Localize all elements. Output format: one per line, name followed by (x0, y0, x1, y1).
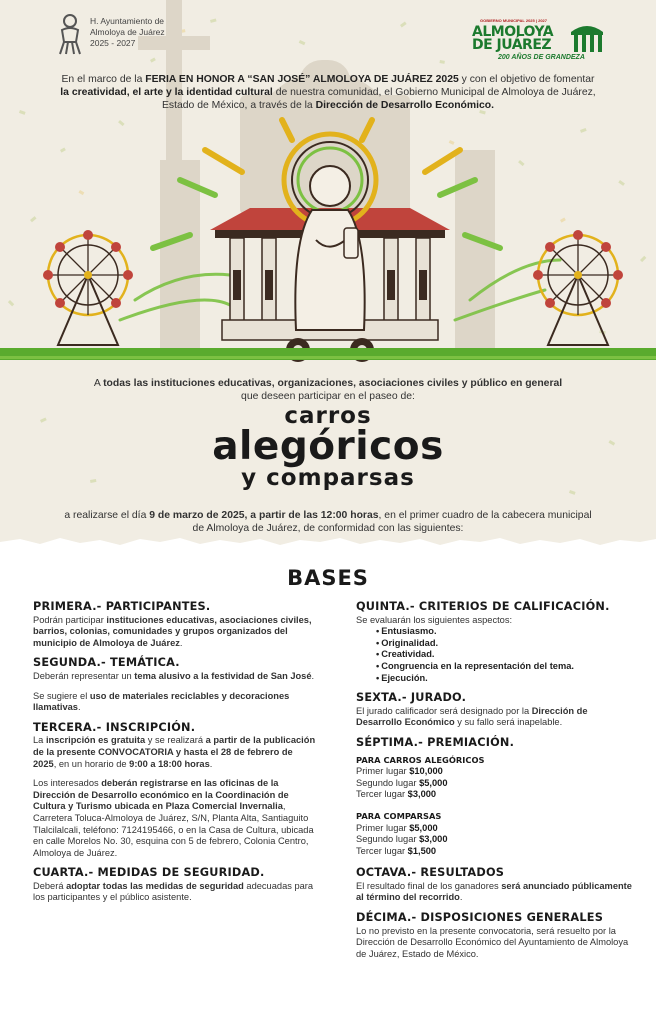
intro-paragraph: En el marco de la FERIA EN HONOR A “SAN JOSÉ” ALMOLOYA DE JUÁREZ 2025 y con el objetivo de fomentar la creatividad, el arte y la identidad cultural de nuestra comunidad, el Gobierno Municipal de Almoloya de Juárez, Estado de México, a través de la Dirección de Desarrollo Económico. (60, 74, 596, 111)
section-decima (356, 912, 636, 960)
segunda-text-1: Deberán representar un tema alusivo a la festividad de San José. (33, 670, 315, 681)
ferris-wheel-right (533, 230, 623, 345)
tercera-text-1: La inscripción es gratuita y se realizará a partir de la publicación de la presente CONVOCATORIA y hasta el 28 de febrero de 2025, en un horario de 9:00 a 18:00 horas. (33, 735, 316, 769)
octava-text: El resultado final de los ganadores será anunciado públicamente al término del recorrido. (356, 880, 632, 903)
event-title (0, 404, 656, 490)
decima-heading: DÉCIMA.- DISPOSICIONES GENERALES (356, 911, 604, 925)
criteria-item: • Congruencia en la representación del tema. (376, 661, 636, 673)
bases-left-column (33, 601, 318, 912)
invitation-paragraph: A todas las instituciones educativas, organizaciones, asociaciones civiles y público en general que deseen participar en el paseo de: (93, 378, 563, 402)
sexta-heading: SEXTA.- JURADO. (356, 691, 467, 705)
ayto-line-1: H. Ayuntamiento de (90, 16, 165, 26)
primera-text: Podrán participar instituciones educativas, asociaciones civiles, barrios, colonias, comunidades y grupos organizados del municipio de Almoloya de Juárez. (33, 614, 312, 648)
section-segunda (33, 657, 318, 713)
criteria-item: • Creatividad. (376, 649, 636, 661)
primera-heading: PRIMERA.- PARTICIPANTES. (33, 600, 211, 613)
brand-name-line-1: ALMOLOYA (472, 24, 554, 40)
prize-row: Tercer lugar $1,500 (356, 845, 437, 856)
octava-heading: OCTAVA.- RESULTADOS (356, 866, 505, 880)
decima-text: Lo no previsto en la presente convocatoria, será resuelto por la Dirección de Desarrollo Económico del Ayuntamiento de Almoloya de Juárez, Estado de México. (356, 925, 629, 959)
tercera-text-2: Los interesados deberán registrarse en las oficinas de la Dirección de Desarrollo económico en la Coordinación de Cultura y Turismo ubicada en Plaza Comercial Invernalia, Carretera Toluca-Almoloya de Juárez, S/N, Planta Alta, Santiaguito Tlalcilalcali, teléfono: 7124195466, o en la Casa de Cultura, ubicada en calle Morelos No. 30, esquina con 5 de febrero, Colonia Centro, Almoloya de Juárez. (33, 778, 314, 858)
brand-top-text: GOBIERNO MUNICIPAL 2025 | 2027 (480, 18, 547, 23)
title-line-1: carros (284, 403, 372, 429)
prize-row: Segundo lugar $3,000 (356, 834, 448, 845)
section-cuarta (33, 867, 318, 904)
brand-name (472, 26, 553, 52)
criteria-item: • Originalidad. (376, 638, 636, 650)
ayto-line-2: Almoloya de Juárez (90, 27, 165, 37)
title-line-2: alegóricos (212, 424, 444, 469)
section-octava (356, 867, 636, 904)
title-line-3: y comparsas (241, 465, 415, 491)
segunda-text-2: Se sugiere el uso de materiales reciclables y decoraciones llamativas. (33, 690, 290, 713)
section-septima (356, 737, 636, 857)
kiosk-logo-icon (567, 22, 607, 54)
date-paragraph: a realizarse el día 9 de marzo de 2025, a partir de las 12:00 horas, en el primer cuadro de la cabecera municipal de Almoloya de Juárez, de conformidad con las siguientes: (64, 510, 592, 534)
prize-group-title: PARA CARROS ALEGÓRICOS (356, 754, 485, 765)
prize-group-title: PARA COMPARSAS (356, 810, 442, 821)
ferris-wheel-left (43, 230, 133, 345)
brand-name-line-2: DE JUÁREZ (472, 37, 552, 53)
ayuntamiento-caption (90, 16, 165, 49)
septima-heading: SÉPTIMA.- PREMIACIÓN. (356, 735, 515, 749)
sexta-text: El jurado calificador será designado por la Dirección de Desarrollo Económico y su fallo será inapelable. (356, 705, 588, 728)
section-primera (33, 601, 318, 649)
ayuntamiento-logo-icon (54, 12, 86, 56)
prize-row: Primer lugar $10,000 (356, 766, 443, 777)
quinta-intro: Se evaluarán los siguientes aspectos: (356, 614, 513, 625)
quinta-heading: QUINTA.- CRITERIOS DE CALIFICACIÓN. (356, 600, 610, 613)
bases-title: BASES (287, 566, 369, 590)
prize-row: Tercer lugar $3,000 (356, 789, 437, 800)
section-sexta (356, 692, 636, 729)
tercera-heading: TERCERA.- INSCRIPCIÓN. (33, 720, 196, 734)
prize-row: Primer lugar $5,000 (356, 822, 438, 833)
criteria-item: • Ejecución. (376, 673, 636, 685)
section-tercera (33, 722, 318, 860)
cuarta-heading: CUARTA.- MEDIDAS DE SEGURIDAD. (33, 866, 265, 880)
cuarta-text: Deberá adoptar todas las medidas de seguridad adecuadas para los participantes y el público asistente. (33, 880, 314, 903)
ayto-line-3: 2025 - 2027 (90, 38, 136, 48)
criteria-list (356, 626, 636, 684)
almoloya-brand-logo (472, 14, 606, 64)
bases-right-column (356, 601, 636, 968)
section-quinta (356, 601, 636, 684)
prize-row: Segundo lugar $5,000 (356, 777, 448, 788)
criteria-item: • Entusiasmo. (376, 626, 636, 638)
brand-years: 200 AÑOS DE GRANDEZA (498, 54, 585, 61)
segunda-heading: SEGUNDA.- TEMÁTICA. (33, 656, 180, 670)
